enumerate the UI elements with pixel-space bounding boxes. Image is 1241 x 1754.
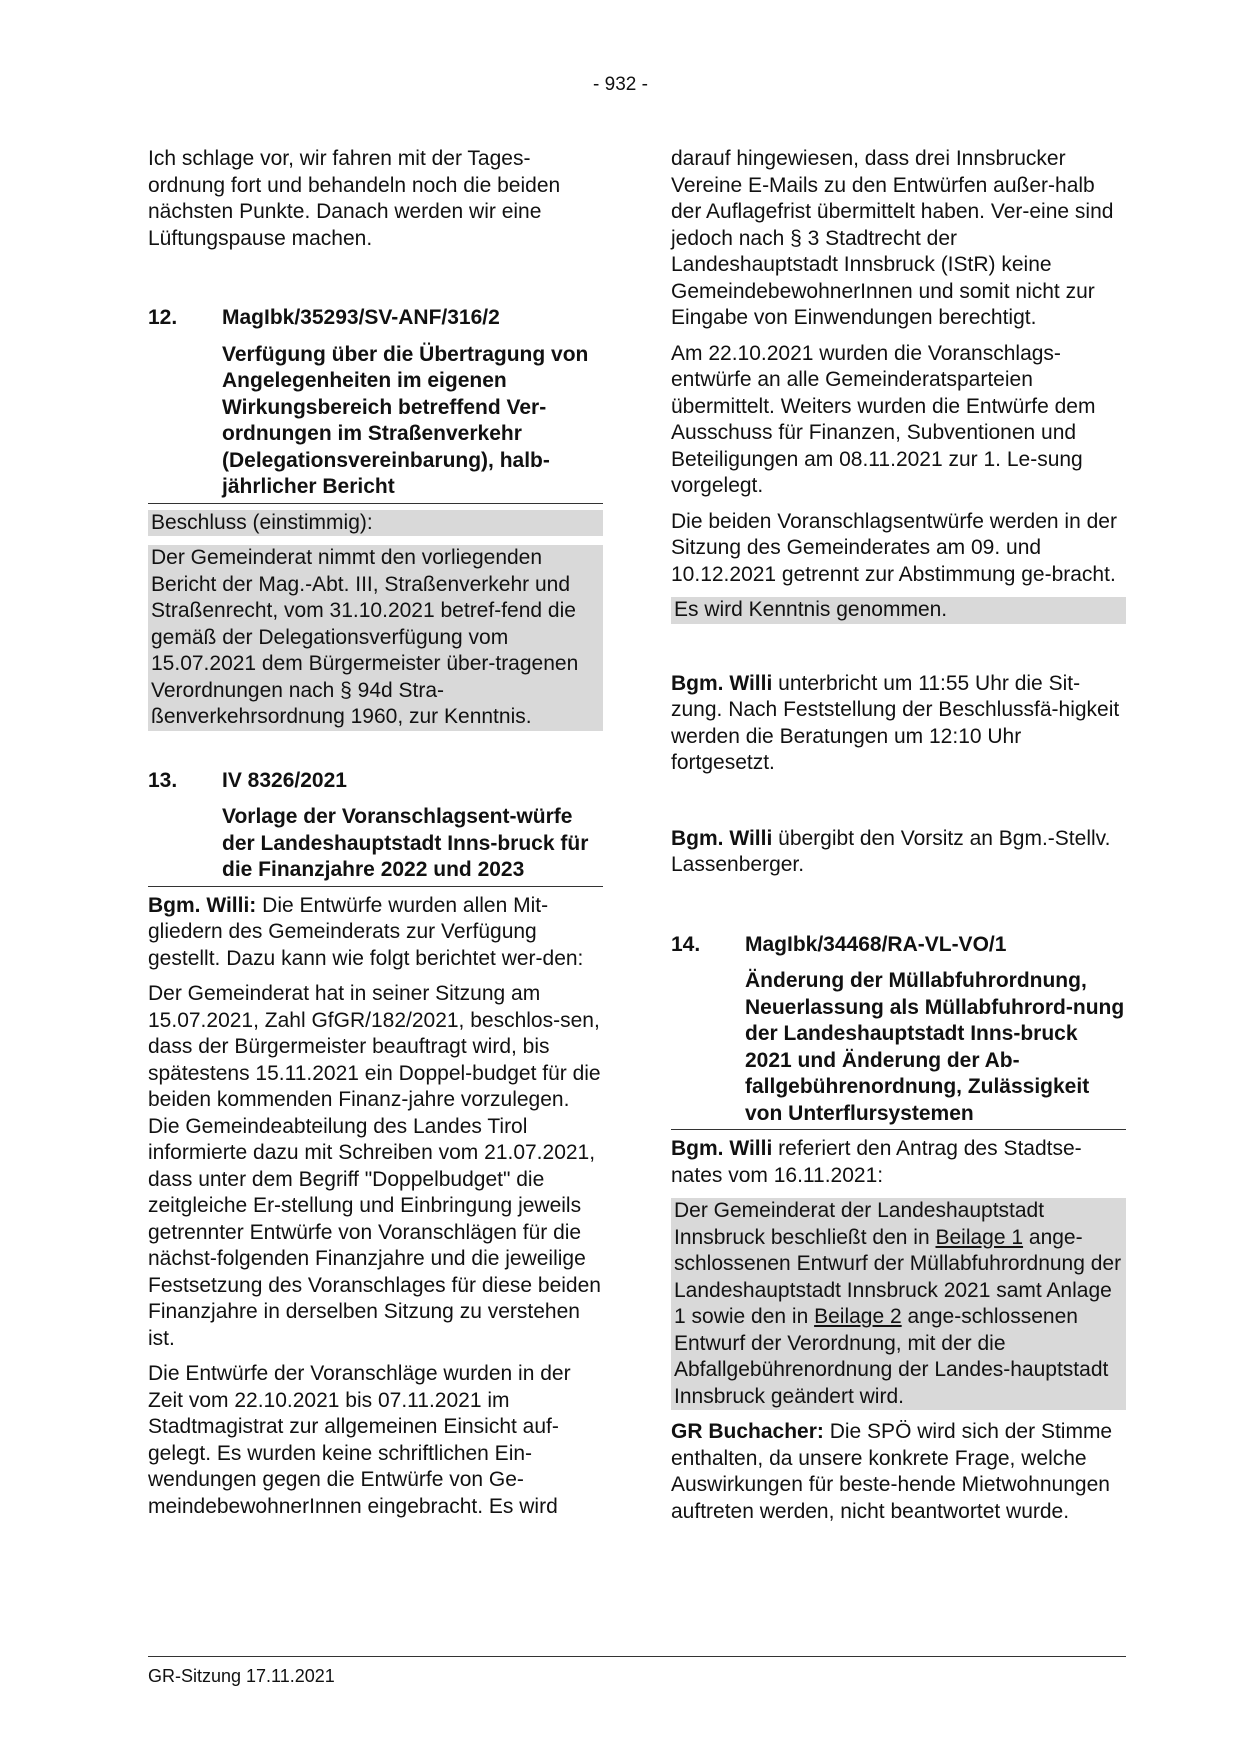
gr-statement xyxy=(671,1419,1126,1525)
speaker-name: Bgm. Willi xyxy=(671,1137,773,1160)
paragraph-text: referiert den Antrag des Stadtse-nates vom 16.11.2021: xyxy=(671,1137,1082,1187)
divider xyxy=(671,1129,1126,1130)
item-13-paragraph-2: Der Gemeinderat hat in seiner Sitzung am 15.07.2021, Zahl GfGR/182/2021, beschlos-sen, dass der Bürgermeister beauftragt wird, bis spätestens 15.11.2021 ein Doppel-budget für die beiden kommenden Finanz-jahre vorzulegen. Die Gemeindeabteilung des Landes Tirol informierte dazu mit Schreiben vom 21.07.2021, dass unter dem Begriff "Doppelbudget" die zeitgleiche Er-stellung und Einbringung jeweils getrennter Entwürfe von Voranschlägen für die nächst-folgenden Finanzjahre und die jeweilige Festsetzung des Voranschlages für diese beiden Finanzjahre in derselben Sitzung zu verstehen ist. xyxy=(148,982,601,1350)
page-number: - 932 - xyxy=(593,74,648,95)
motion-box xyxy=(671,1198,1126,1410)
item-14-intro xyxy=(671,1136,1126,1189)
paragraph-text: Die SPÖ wird sich der Stimme enthalten, da unsere konkrete Frage, welche Auswirkungen für beste-hende Mietwohnungen auftreten werden, nicht beantwortet wurde. xyxy=(671,1420,1113,1523)
intro-paragraph: Ich schlage vor, wir fahren mit der Tages-ordnung fort und behandeln noch die beiden nächsten Punkte. Danach werden wir eine Lüftungspause machen. xyxy=(148,147,561,250)
decision-text: Der Gemeinderat nimmt den vorliegenden Bericht der Mag.-Abt. III, Straßenverkehr und Straßenrecht, vom 31.10.2021 betref-fend die gemäß der Delegationsverfügung vom 15.07.2021 dem Bürgermeister über-tragenen Verordnungen nach § 94d Stra-ßenverkehrsordnung 1960, zur Kenntnis. xyxy=(151,546,579,728)
attachment-link-2[interactable]: Beilage 2 xyxy=(814,1305,902,1328)
break-paragraph xyxy=(671,671,1126,777)
decision-box xyxy=(148,510,603,731)
attachment-link-1[interactable]: Beilage 1 xyxy=(935,1225,1024,1249)
paragraph-text: unterbricht um 11:55 Uhr die Sit-zung. Nach Feststellung der Beschlussfä-higkeit werden die Beratungen um 12:10 Uhr fortgesetzt. xyxy=(671,671,1120,774)
motion-text xyxy=(674,1198,1123,1410)
paragraph-1: darauf hingewiesen, dass drei Innsbrucker Vereine E-Mails zu den Entwürfen außer-halb der Auflagefrist übermittelt haben. Ver-eine sind jedoch nach § 3 Stadtrecht der Landeshauptstadt Innsbruck (IStR) keine GemeindebewohnerInnen und somit nicht zur Eingabe von Einwendungen berechtigt. xyxy=(671,147,1114,329)
paragraph-text: Die Entwürfe wurden allen Mit-gliedern des Gemeinderats zur Verfügung gestellt. Dazu kann wie folgt berichtet wer-den: xyxy=(148,893,584,970)
speaker-name: GR Buchacher: xyxy=(671,1420,824,1443)
motion-part: ange-schlossenen Entwurf der Verordnung, mit der die Abfallgebührenordnung der Landes-hauptstadt Innsbruck geändert wird. xyxy=(674,1305,1109,1408)
handover-paragraph xyxy=(671,826,1126,879)
item-code: MagIbk/35293/SV-ANF/316/2 xyxy=(222,306,500,329)
item-number: 12. xyxy=(148,306,178,329)
decision-label: Beschluss (einstimmig): xyxy=(151,510,373,534)
item-13-heading xyxy=(148,768,603,795)
speaker-name: Bgm. Willi: xyxy=(148,893,257,917)
divider xyxy=(148,503,603,504)
item-14-heading xyxy=(671,932,1126,959)
paragraph-text: übergibt den Vorsitz an Bgm.-Stellv. Lassenberger. xyxy=(671,826,1111,876)
item-13-title: Vorlage der Voranschlagsent-würfe der Landeshauptstadt Inns-bruck für die Finanzjahre 2022 und 2023 xyxy=(222,805,589,881)
note-text: Es wird Kenntnis genommen. xyxy=(674,598,948,621)
item-number: 14. xyxy=(671,932,701,956)
right-column xyxy=(671,146,1126,1534)
note-box xyxy=(671,597,1126,624)
left-column xyxy=(148,146,603,1529)
motion-part: Der Gemeinderat der Landeshauptstadt Innsbruck beschließt den in xyxy=(674,1199,1045,1249)
item-number: 13. xyxy=(148,768,178,792)
motion-part: ange-schlossenen Entwurf der Müllabfuhrordnung der Landeshauptstadt Innsbruck 2021 samt Anlage 1 sowie den in xyxy=(674,1225,1122,1328)
speaker-name: Bgm. Willi xyxy=(671,826,773,850)
item-13-paragraph-1 xyxy=(148,893,603,973)
footer-divider xyxy=(148,1656,1126,1657)
item-12-heading xyxy=(148,305,603,332)
footer-text: GR-Sitzung 17.11.2021 xyxy=(148,1666,335,1686)
item-14-title: Änderung der Müllabfuhrordnung, Neuerlassung als Müllabfuhrord-nung der Landeshauptstadt Inns-bruck 2021 und Änderung der Ab-fallgebührenordnung, Zulässigkeit von Unterflursystemen xyxy=(745,969,1125,1125)
divider xyxy=(148,886,603,887)
speaker-name: Bgm. Willi xyxy=(671,671,773,695)
paragraph-3: Die beiden Voranschlagsentwürfe werden in der Sitzung des Gemeinderates am 09. und 10.12.2021 getrennt zur Abstimmung ge-bracht. xyxy=(671,509,1117,586)
item-12-title: Verfügung über die Übertragung von Angelegenheiten im eigenen Wirkungsbereich betreffend Ver-ordnungen im Straßenverkehr (Delegationsvereinbarung), halb-jährlicher Bericht xyxy=(222,342,589,498)
paragraph-2: Am 22.10.2021 wurden die Voranschlags-entwürfe an alle Gemeinderatsparteien übermittelt. Weiters wurden die Entwürfe dem Ausschuss für Finanzen, Subventionen und Beteiligungen am 08.11.2021 zur 1. Le-sung vorgelegt. xyxy=(671,341,1096,497)
item-code: IV 8326/2021 xyxy=(222,768,347,792)
item-code: MagIbk/34468/RA-VL-VO/1 xyxy=(745,932,1007,956)
item-13-paragraph-3: Die Entwürfe der Voranschläge wurden in der Zeit vom 22.10.2021 bis 07.11.2021 im Stadtmagistrat zur allgemeinen Einsicht auf-gelegt. Es wurden keine schriftlichen Ein-wendungen gegen die Entwürfe von Ge-meindebewohnerInnen eingebracht. Es wird xyxy=(148,1362,571,1518)
